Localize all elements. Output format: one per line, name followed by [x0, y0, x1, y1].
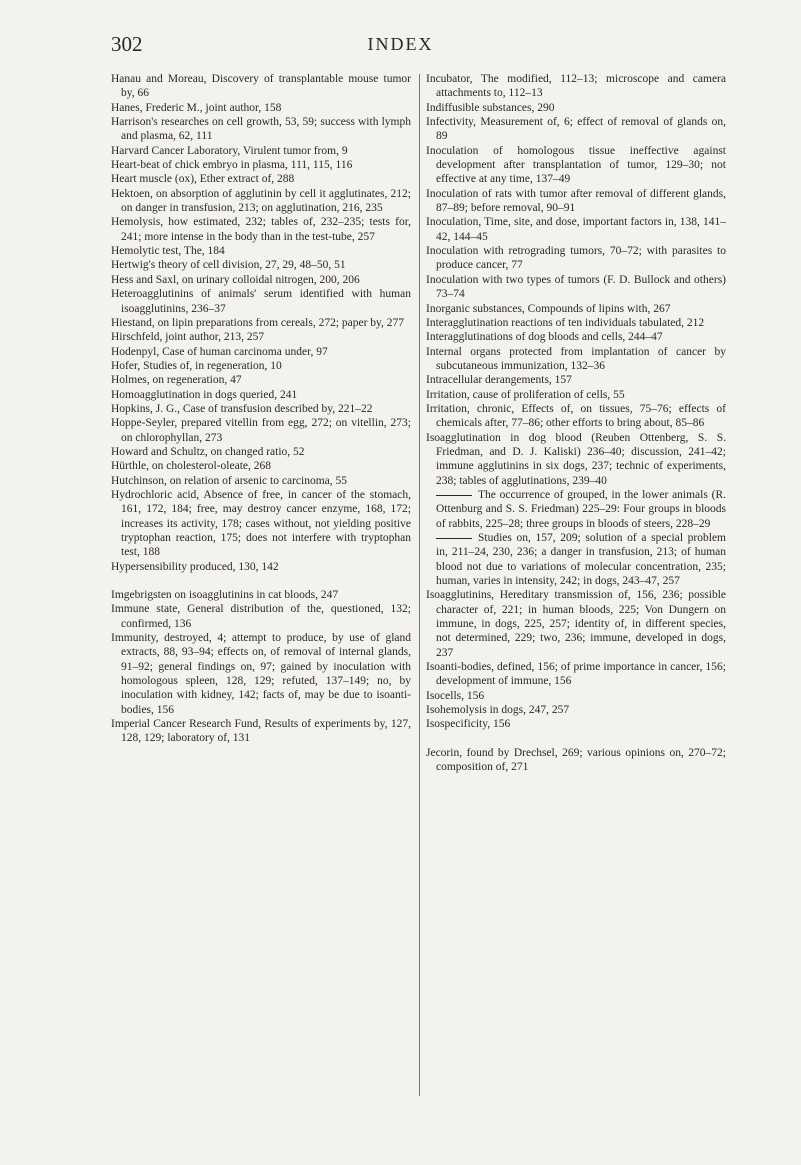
subentry-text: Studies on, 157, 209; solution of a special problem in, 211–24, 230, 236; a danger in transfusion, 213; of human blood not due to variations of molecular concentration, 235; human, varies in intensity, 242; in dogs, 243–47, 257	[436, 532, 726, 588]
index-entry: Imgebrigsten on isoagglutinins in cat bloods, 247	[111, 589, 339, 602]
page-header	[0, 31, 801, 57]
index-entry: Indiffusible substances, 290	[426, 101, 555, 114]
index-entry: Inoculation of rats with tumor after removal of different glands, 87–89; before removal, 90–91	[426, 187, 726, 215]
index-entry: Hiestand, on lipin preparations from cereals, 272; paper by, 277	[111, 316, 405, 329]
repeat-dash	[436, 538, 472, 539]
index-entry: Irritation, cause of proliferation of cells, 55	[426, 388, 625, 401]
index-entry: Heart-beat of chick embryo in plasma, 111, 115, 116	[111, 159, 353, 172]
index-entry: Inoculation, Time, site, and dose, important factors in, 138, 141–42, 144–45	[426, 216, 726, 243]
index-entry: Hutchinson, on relation of arsenic to carcinoma, 55	[111, 474, 347, 487]
index-entry: Heart muscle (ox), Ether extract of, 288	[111, 173, 295, 186]
index-entry: Irritation, chronic, Effects of, on tissues, 75–76; effects of chemicals after, 77–86; other efforts to bring about, 85–86	[426, 402, 726, 430]
running-title: INDEX	[367, 34, 434, 54]
index-entry: Imperial Cancer Research Fund, Results of experiments by, 127, 128, 129; laboratory of, 131	[111, 718, 411, 745]
index-entry: Inoculation of homologous tissue ineffective against development after transplantation of tumor, 129–30; not effective at any time, 137–49	[426, 144, 726, 186]
index-entry: Infectivity, Measurement of, 6; effect of removal of glands on, 89	[426, 116, 726, 143]
index-entry: Harvard Cancer Laboratory, Virulent tumor from, 9	[111, 144, 348, 157]
index-entry: Interagglutination reactions of ten individuals tabulated, 212	[426, 316, 705, 329]
index-entry: Heteroagglutinins of animals' serum identified with human isoagglutinins, 236–37	[111, 288, 411, 315]
index-entry: Homoagglutination in dogs queried, 241	[111, 388, 298, 401]
index-entry: Hertwig's theory of cell division, 27, 29, 48–50, 51	[111, 259, 346, 272]
index-entry: Intracellular derangements, 157	[426, 374, 572, 387]
index-entry: Hürthle, on cholesterol-oleate, 268	[111, 460, 271, 473]
index-entry: Harrison's researches on cell growth, 53, 59; success with lymph and plasma, 62, 111	[111, 116, 411, 143]
column-divider	[419, 74, 420, 1096]
index-entry: Hemolytic test, The, 184	[111, 245, 225, 258]
index-entry: Hydrochloric acid, Absence of free, in cancer of the stomach, 161, 172, 184; free, may destroy cancer enzyme, 168, 172; increases its activity, 178; cases without, not yielding positive tryptophan reaction, 175; does not interfere with tryptophan test, 188	[111, 488, 411, 559]
page-number: 302	[111, 32, 143, 56]
index-entry: Hirschfeld, joint author, 213, 257	[111, 331, 265, 344]
index-entry: Holmes, on regeneration, 47	[111, 374, 242, 387]
index-entry: Immune state, General distribution of the, questioned, 132; confirmed, 136	[111, 603, 411, 630]
index-entry: Hektoen, on absorption of agglutinin by cell it agglutinates, 212; on danger in transfusion, 213; on agglutination, 216, 235	[111, 187, 411, 215]
index-entry: Internal organs protected from implantation of cancer by subcutaneous immunization, 132–36	[426, 345, 726, 372]
index-entry: Jecorin, found by Drechsel, 269; various opinions on, 270–72; composition of, 271	[426, 746, 726, 774]
index-entry: Isohemolysis in dogs, 247, 257	[426, 704, 570, 717]
index-entry: Inoculation with two types of tumors (F. D. Bullock and others) 73–74	[426, 273, 726, 301]
index-entry: Immunity, destroyed, 4; attempt to produce, by use of gland extracts, 88, 93–94; effects on, of removal of internal glands, 91–92; general findings on, 97; gained by inoculation with homologous spleen, 128, 129; refuted, 137–149; no, by inoculation with kidney, 142; facts of, may be due to isoanti-bodies, 156	[111, 632, 411, 716]
index-entry: Incubator, The modified, 112–13; microscope and camera attachments to, 112–13	[426, 73, 726, 100]
index-entry: Hoppe-Seyler, prepared vitellin from egg, 272; on vitellin, 273; on chlorophyllan, 273	[111, 417, 411, 444]
index-entry: Isoagglutinins, Hereditary transmission of, 156, 236; possible character of, 221; in human bloods, 225; Von Dungern on immune, in dogs, 225, 257; identity of, in different species, not determined, 229; two, 236; immune, developed in dogs, 237	[426, 589, 726, 659]
index-entry: Hemolysis, how estimated, 232; tables of, 232–235; tests for, 241; more intense in the body than in the test-tube, 257	[111, 216, 411, 243]
index-entry: Isoanti-bodies, defined, 156; of prime importance in cancer, 156; development of immune, 156	[426, 661, 726, 688]
index-entry: Hypersensibility produced, 130, 142	[111, 560, 279, 573]
index-entry: Inorganic substances, Compounds of lipins with, 267	[426, 302, 671, 315]
index-entry: Hodenpyl, Case of human carcinoma under, 97	[111, 345, 328, 358]
index-subentry	[426, 488, 726, 531]
index-column-left	[111, 72, 411, 746]
index-entry: Inoculation with retrograding tumors, 70–72; with parasites to produce cancer, 77	[426, 245, 726, 272]
index-entry: Hofer, Studies of, in regeneration, 10	[111, 359, 282, 372]
repeat-dash	[436, 495, 472, 496]
index-entry: Isospecificity, 156	[426, 718, 511, 731]
index-entry: Isoagglutination in dog blood (Reuben Ottenberg, S. S. Friedman, and D. J. Kaliski) 236–40; discussion, 241–42; immune agglutinins in six dogs, 237; technic of experiments, 238; tables of agglutinations, 239–40	[426, 431, 726, 487]
index-entry: Hopkins, J. G., Case of transfusion described by, 221–22	[111, 402, 373, 415]
index-column-right	[426, 72, 726, 775]
index-entry: Isocells, 156	[426, 689, 485, 702]
index-entry: Hanau and Moreau, Discovery of transplantable mouse tumor by, 66	[111, 73, 411, 100]
index-entry: Hanes, Frederic M., joint author, 158	[111, 101, 282, 114]
index-entry: Interagglutinations of dog bloods and cells, 244–47	[426, 331, 663, 344]
index-subentry	[426, 531, 726, 588]
index-entry: Howard and Schultz, on changed ratio, 52	[111, 445, 305, 458]
index-entry: Hess and Saxl, on urinary colloidal nitrogen, 200, 206	[111, 273, 360, 286]
subentry-text: The occurrence of grouped, in the lower animals (R. Ottenburg and S. S. Friedman) 225–29: Four groups in bloods of rabbits, 225–28; three groups in bloods of steers, 228–29	[436, 488, 726, 530]
